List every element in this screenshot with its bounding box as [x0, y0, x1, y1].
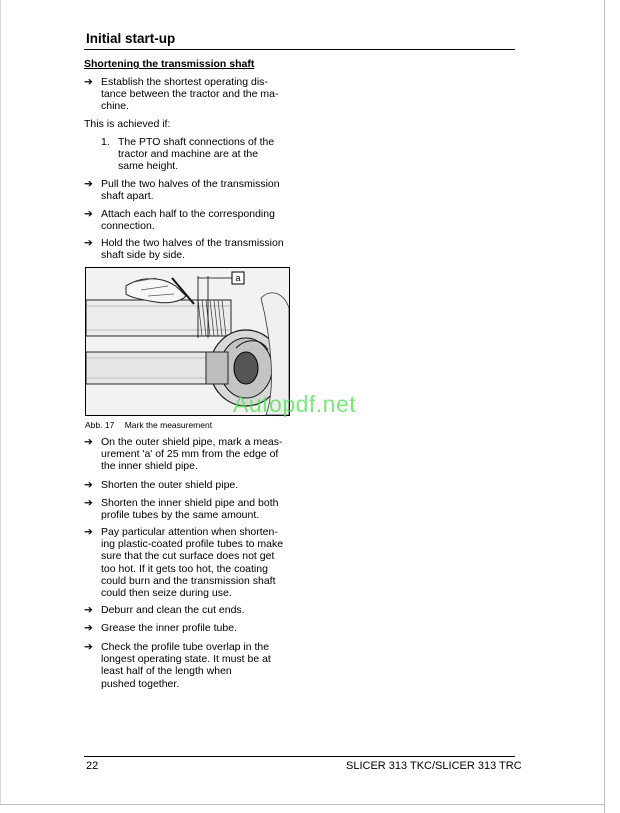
figure-caption	[85, 420, 220, 430]
step-text: Attach each half to the corresponding connection.	[101, 208, 275, 233]
model-name: SLICER 313 TKC/SLICER 313 TRC	[346, 760, 522, 772]
arrow-icon: ➔	[84, 208, 93, 220]
arrow-icon: ➔	[84, 76, 93, 88]
dimension-label-a: a	[235, 273, 241, 283]
step-text: Establish the shortest operating dis- tance between the tractor and the ma- chine.	[101, 76, 279, 113]
figure-number: Abb. 17	[85, 420, 115, 430]
watermark: Autopdf.net	[233, 391, 357, 417]
page-title: Initial start-up	[86, 31, 176, 46]
step-text: Hold the two halves of the transmission shaft side by side.	[101, 237, 284, 262]
item-text: The PTO shaft connections of the tractor and machine are at the same height.	[118, 136, 275, 173]
page-edge-left	[0, 0, 1, 805]
step-text: Deburr and clean the cut ends.	[101, 604, 245, 616]
arrow-icon: ➔	[84, 641, 93, 653]
figure-caption-text: Mark the measurement	[124, 420, 213, 430]
step-text: Pay particular attention when shorten- ing plastic-coated profile tubes to make sure that the cut surface does not get too hot. If it gets too hot, the coating could burn and the transmission shaft could then seize during use.	[101, 526, 284, 600]
arrow-icon: ➔	[84, 622, 93, 634]
arrow-icon: ➔	[84, 436, 93, 448]
arrow-icon: ➔	[84, 604, 93, 616]
step-text: Shorten the outer shield pipe.	[101, 479, 239, 491]
arrow-icon: ➔	[84, 526, 93, 538]
step-text: Shorten the inner shield pipe and both profile tubes by the same amount.	[101, 497, 279, 522]
page-edge-right	[604, 0, 605, 813]
arrow-icon: ➔	[84, 479, 93, 491]
step-text: Pull the two halves of the transmission shaft apart.	[101, 178, 280, 203]
arrow-icon: ➔	[84, 497, 93, 509]
header-rule	[84, 49, 515, 50]
step-text: On the outer shield pipe, mark a meas- urement 'a' of 25 mm from the edge of the inner shield pipe.	[101, 436, 283, 473]
achieved-text: This is achieved if:	[84, 118, 171, 130]
page-edge-bottom	[0, 804, 605, 805]
item-number: 1.	[101, 136, 110, 148]
page-number: 22	[86, 760, 99, 772]
step-text: Grease the inner profile tube.	[101, 622, 237, 634]
footer-rule	[84, 756, 515, 757]
arrow-icon: ➔	[84, 178, 93, 190]
step-text: Check the profile tube overlap in the longest operating state. It must be at least half of the length when pushed together.	[101, 641, 271, 690]
section-heading: Shortening the transmission shaft	[84, 58, 255, 70]
arrow-icon: ➔	[84, 237, 93, 249]
